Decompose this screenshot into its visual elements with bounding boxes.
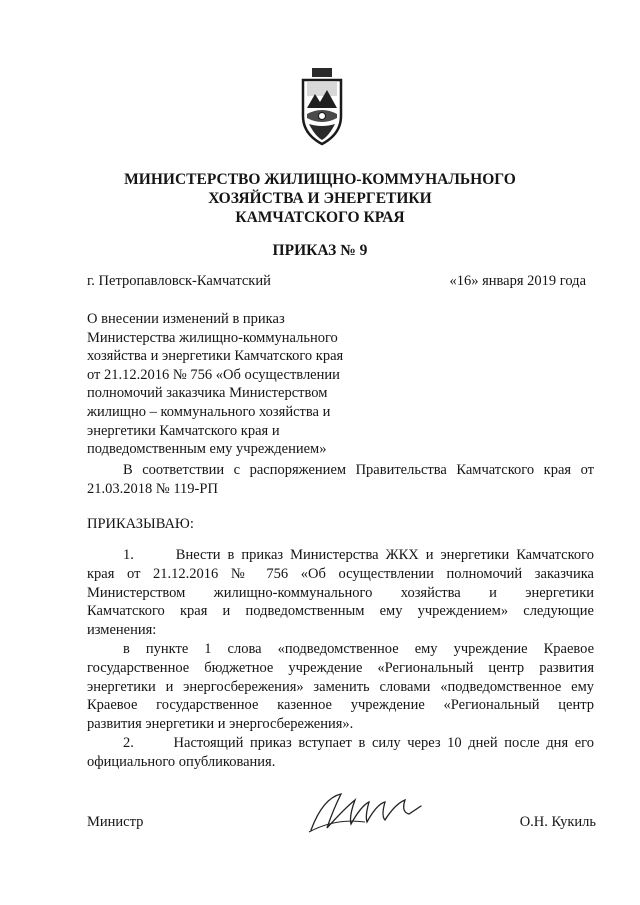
order-item-1 [87, 546, 594, 640]
signer-name: О.Н. Кукиль [519, 814, 596, 830]
item-line: официального опубликования. [87, 753, 276, 770]
item-line: 1. Внести в приказ Министерства ЖКХ и энергетики Камчатского [123, 547, 594, 563]
item-line: края от 21.12.2016 № 756 «Об осуществлении полномочий заказчика [87, 565, 594, 582]
ministry-line: МИНИСТЕРСТВО ЖИЛИЩНО-КОММУНАЛЬНОГО [124, 171, 516, 188]
item-line: Камчатского края и подведомственным ему учреждением» следующие [87, 603, 594, 620]
subject-line: О внесении изменений в приказ [87, 311, 285, 327]
order-subject [87, 310, 343, 459]
ministry-line: ХОЗЯЙСТВА И ЭНЕРГЕТИКИ [208, 190, 432, 207]
signer-role: Министр [87, 814, 144, 830]
subject-line: энергетики Камчатского края и [87, 422, 280, 439]
order-title: ПРИКАЗ № 9 [272, 242, 368, 259]
city: г. Петропавловск-Камчатский [87, 273, 271, 289]
subject-line: полномочий заказчика Министерством [87, 385, 328, 402]
change-line: энергетики и энергосбережения» заменить словами «подведомственное ему [87, 678, 594, 695]
change-line: в пункте 1 слова «подведомственное ему учреждение Краевое [123, 641, 594, 657]
subject-line: подведомственным ему учреждением» [87, 441, 327, 458]
item-line: 2. Настоящий приказ вступает в силу через 10 дней после дня его [123, 735, 594, 751]
preamble-line: В соответствии с распоряжением Правительства Камчатского края от [123, 462, 594, 478]
change-line: государственное бюджетное учреждение «Региональный центр развития [87, 659, 594, 676]
order-item-2 [87, 734, 594, 772]
subject-line: жилищно – коммунального хозяйства и [87, 403, 331, 420]
change-line: Краевое государственное казенное учреждение «Региональный центр [87, 697, 594, 714]
kamchatka-emblem-icon [299, 68, 345, 146]
order-date: «16» января 2019 года [449, 273, 586, 289]
subject-line: хозяйства и энергетики Камчатского края [87, 348, 344, 365]
preamble [87, 461, 594, 499]
change-text [87, 640, 594, 734]
ministry-line: КАМЧАТСКОГО КРАЯ [235, 209, 405, 226]
preamble-line: 21.03.2018 № 119-РП [87, 480, 218, 497]
ministry-name [0, 170, 640, 227]
item-line: Министерством жилищно-коммунального хозяйства и энергетики [87, 584, 594, 601]
subject-line: Министерства жилищно-коммунального [87, 329, 338, 346]
item-line: изменения: [87, 622, 157, 639]
handwritten-signature [305, 788, 425, 836]
subject-line: от 21.12.2016 № 756 «Об осуществлении [87, 366, 340, 383]
change-line: развития энергетики и энергосбережения». [87, 716, 354, 733]
order-word: ПРИКАЗЫВАЮ: [87, 516, 194, 532]
